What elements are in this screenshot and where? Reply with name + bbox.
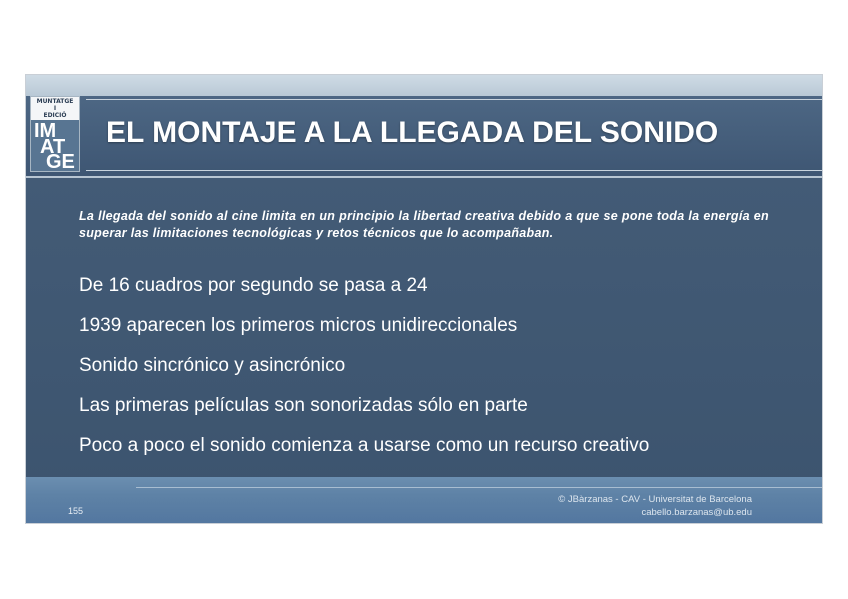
logo-word: IM — [34, 120, 57, 142]
title-divider-top — [86, 99, 822, 100]
bullet-item: Poco a poco el sonido comienza a usarse como un recurso creativo — [79, 435, 650, 456]
logo-caption-line: I — [53, 105, 57, 112]
page-number: 155 — [68, 506, 84, 516]
logo-caption — [31, 97, 79, 120]
bullet-item: Las primeras películas son sonorizadas sólo en parte — [79, 395, 528, 416]
credit-line: © JBàrzanas - CAV - Universitat de Barcelona — [558, 494, 752, 505]
logo-word: GE — [46, 151, 75, 172]
slide — [26, 75, 822, 523]
credit-email: cabello.barzanas@ub.edu — [641, 507, 752, 518]
footer-divider — [136, 487, 822, 488]
slide-title: EL MONTAJE A LA LLEGADA DEL SONIDO — [106, 116, 719, 149]
bullet-item: 1939 aparecen los primeros micros unidireccionales — [79, 315, 518, 336]
bullet-list — [79, 275, 799, 475]
top-band — [26, 75, 822, 97]
logo-word: AT — [40, 136, 66, 158]
logo-caption-line: EDICIÓ — [43, 112, 67, 119]
logo-caption-line: MUNTATGE — [36, 98, 74, 105]
bullet-item: De 16 cuadros por segundo se pasa a 24 — [79, 275, 428, 296]
title-divider-bottom — [86, 170, 822, 171]
course-logo — [30, 96, 80, 172]
bullet-item: Sonido sincrónico y asincrónico — [79, 355, 346, 376]
footer-credit — [558, 493, 752, 519]
intro-paragraph: La llegada del sonido al cine limita en un principio la libertad creativa debido a que se pone toda la energía en superar las limitaciones tecnológicas y retos técnicos que lo acompañaban. — [79, 209, 769, 240]
